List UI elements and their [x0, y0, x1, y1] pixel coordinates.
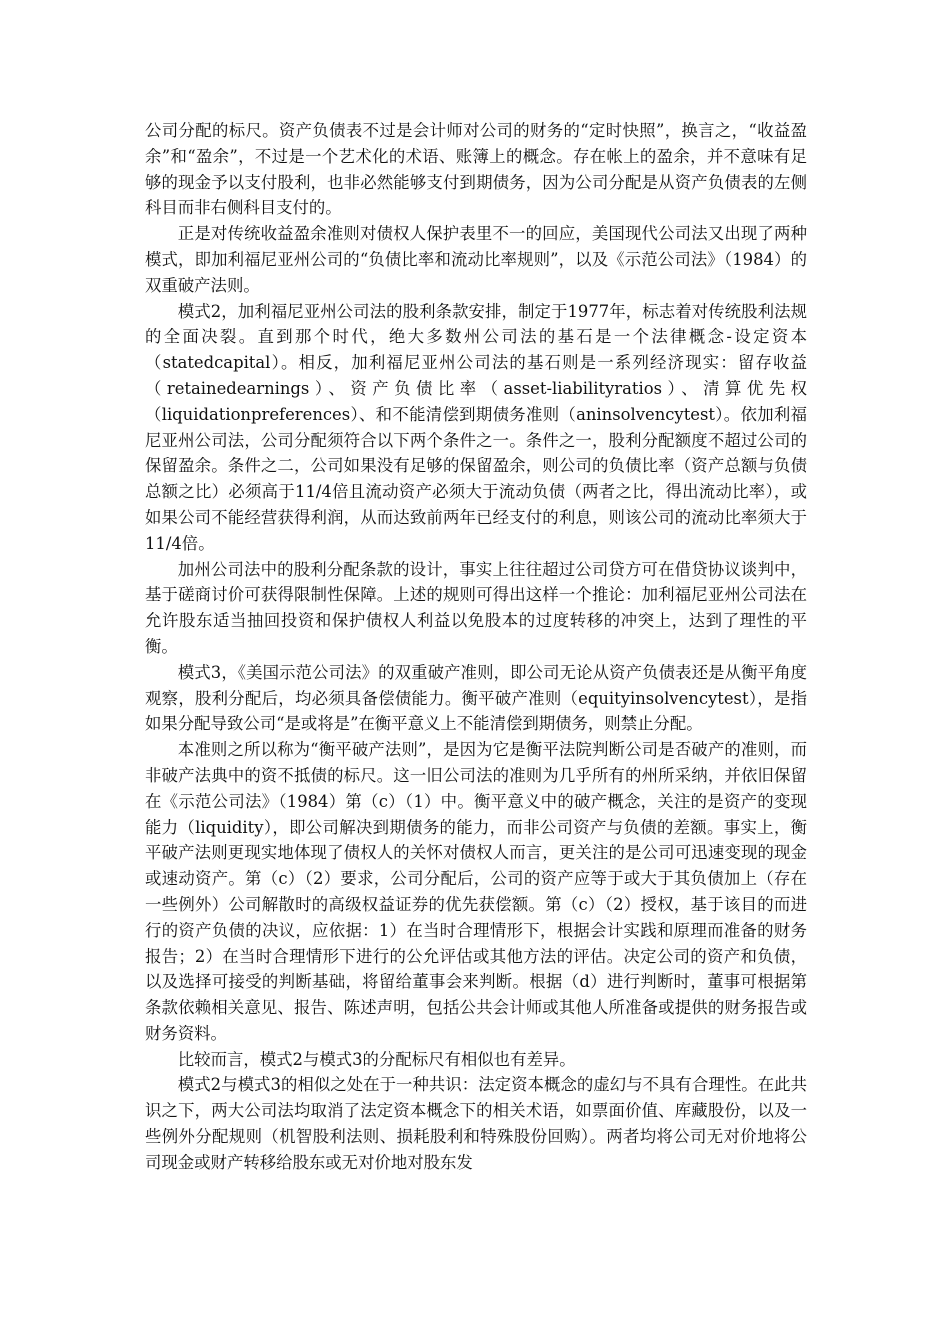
- paragraph-equity-insolvency: 本准则之所以称为“衡平破产法则”，是因为它是衡平法院判断公司是否破产的准则，而非破产法典中的资不抵债的标尺。这一旧公司法的准则为几乎所有的州所采纳，并依旧保留在《示范公司法》（1984）第（c）（1）中。衡平意义中的破产概念，关注的是资产的变现能力（liquidity），即公司解决到期债务的能力，而非公司资产与负债的差额。事实上，衡平破产法则更现实地体现了债权人的关怀对债权人而言，更关注的是公司可迅速变现的现金或速动资产。第（c）（2）要求，公司分配后，公司的资产应等于或大于其负债加上（存在一些例外）公司解散时的高级权益证券的优先获偿额。第（c）（2）授权，基于该目的而进行的资产负债的决议，应依据：1）在当时合理情形下，根据会计实践和原理而准备的财务报告；2）在当时合理情形下进行的公允评估或其他方法的评估。决定公司的资产和负债，以及选择可接受的判断基础，将留给董事会来判断。根据（d）进行判断时，董事可根据第条款依赖相关意见、报告、陈述声明，包括公共会计师或其他人所准备或提供的财务报告或财务资料。: [145, 740, 807, 1043]
- document-page: [145, 118, 807, 1176]
- paragraph-similarities: 模式2与模式3的相似之处在于一种共识：法定资本概念的虚幻与不具有合理性。在此共识之下，两大公司法均取消了法定资本概念下的相关术语，如票面价值、库藏股份，以及一些例外分配规则（机智股利法则、损耗股利和特殊股份回购）。两者均将公司无对价地将公司现金或财产转移给股东或无对价地对股东发: [145, 1075, 807, 1172]
- paragraph-comparison: 比较而言，模式2与模式3的分配标尺有相似也有差异。: [177, 1049, 576, 1069]
- paragraph-california-design: 加州公司法中的股利分配条款的设计，事实上往往超过公司贷方可在借贷协议谈判中，基于磋商讨价可获得限制性保障。上述的规则可得出这样一个推论：加利福尼亚州公司法在允许股东适当抽回投资和保护债权人利益以免股本的过度转移的冲突上，达到了理性的平衡。: [145, 559, 807, 656]
- paragraph-model-2: 模式2，加利福尼亚州公司法的股利条款安排，制定于1977年，标志着对传统股利法规的全面决裂。直到那个时代，绝大多数州公司法的基石是一个法律概念-设定资本（statedcapital）。相反，加利福尼亚州公司法的基石则是一系列经济现实：留存收益（retainedearnings）、资产负债比率（asset-liabilityratios）、清算优先权（liquidationpreferences）、和不能清偿到期债务准则（aninsolvencytest）。依加利福尼亚州公司法，公司分配须符合以下两个条件之一。条件之一，股利分配额度不超过公司的保留盈余。条件之二，公司如果没有足够的保留盈余，则公司的负债比率（资产总额与负债总额之比）必须高于11/4倍且流动资产必须大于流动负债（两者之比，得出流动比率），或如果公司不能经营获得利润，从而达致前两年已经支付的利息，则该公司的流动比率须大于11/4倍。: [145, 301, 807, 553]
- paragraph-two-models: 正是对传统收益盈余准则对债权人保护表里不一的回应，美国现代公司法又出现了两种模式，即加利福尼亚州公司的“负债比率和流动比率规则”，以及《示范公司法》（1984）的双重破产法则。: [145, 224, 807, 295]
- paragraph-continuation: 公司分配的标尺。资产负债表不过是会计师对公司的财务的“定时快照”，换言之，“收益盈余”和“盈余”，不过是一个艺术化的术语、账簿上的概念。存在帐上的盈余，并不意味有足够的现金予以支付股利，也非必然能够支付到期债务，因为公司分配是从资产负债表的左侧科目而非右侧科目支付的。: [145, 121, 807, 218]
- paragraph-model-3: 模式3，《美国示范公司法》的双重破产准则，即公司无论从资产负债表还是从衡平角度观察，股利分配后，均必须具备偿债能力。衡平破产准则（equityinsolvencytest），是指如果分配导致公司“是或将是”在衡平意义上不能清偿到期债务，则禁止分配。: [145, 662, 807, 734]
